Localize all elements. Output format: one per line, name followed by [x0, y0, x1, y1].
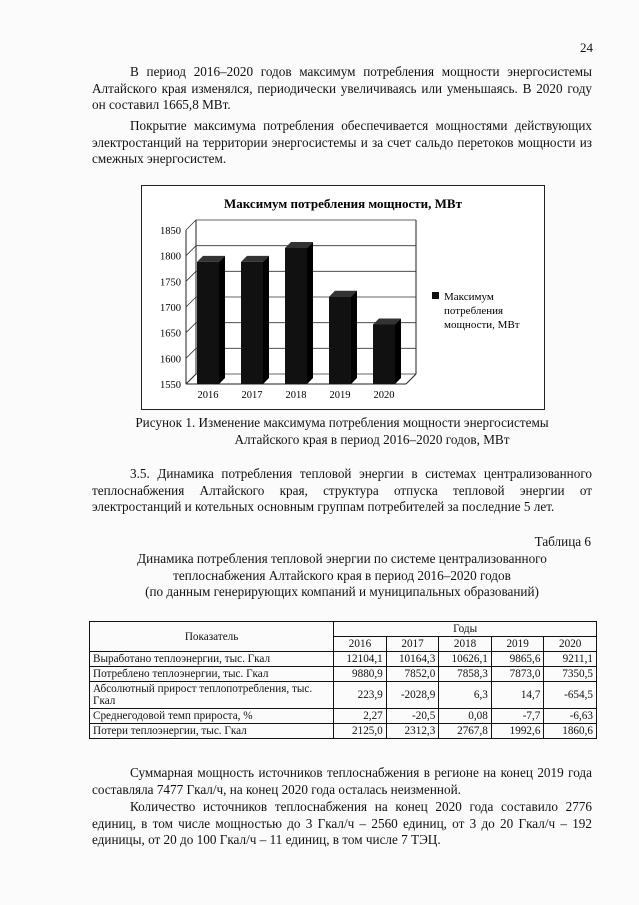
- y-tick-label: 1550: [160, 380, 181, 391]
- legend-swatch: [432, 292, 439, 299]
- cell-value: 1860,6: [544, 724, 597, 739]
- bar-2018: [285, 248, 307, 384]
- paragraph-section-3-5: 3.5. Динамика потребления тепловой энергии в системах централизованного теплоснабжения Алтайского края, структура отпуска тепловой энергии от электростанций и котельных основным группам потребителей за последние 5 лет.: [92, 466, 592, 514]
- header-years: Годы: [334, 622, 597, 637]
- row-label: Выработано теплоэнергии, тыс. Гкал: [90, 652, 334, 667]
- heat-consumption-table: [89, 621, 597, 739]
- table-row: [90, 652, 597, 667]
- cell-value: 7858,3: [439, 667, 492, 682]
- cell-value: 223,9: [334, 682, 387, 709]
- y-tick-label: 1850: [160, 226, 181, 237]
- bar-2016: [197, 262, 219, 384]
- cell-value: 10164,3: [386, 652, 439, 667]
- cell-value: 9880,9: [334, 667, 387, 682]
- year-header-2019: 2019: [491, 637, 544, 652]
- year-header-2018: 2018: [439, 637, 492, 652]
- cell-value: -7,7: [491, 709, 544, 724]
- page-number: 24: [580, 40, 593, 55]
- cell-value: 2767,8: [439, 724, 492, 739]
- legend-label: мощности, МВт: [444, 319, 520, 331]
- cell-value: 6,3: [439, 682, 492, 709]
- table-row: [90, 709, 597, 724]
- cell-value: 14,7: [491, 682, 544, 709]
- bar-side-2018: [307, 242, 313, 384]
- y-tick-label: 1800: [160, 251, 181, 263]
- figure-caption: [92, 414, 592, 448]
- cell-value: -2028,9: [386, 682, 439, 709]
- table-row: [90, 667, 597, 682]
- chart-canvas: [142, 186, 544, 409]
- cell-value: 0,08: [439, 709, 492, 724]
- figure-caption-line-1: Рисунок 1. Изменение максимума потребления мощности энергосистемы: [135, 415, 549, 430]
- row-label: Среднегодовой темп прироста, %: [90, 709, 334, 724]
- cell-value: 10626,1: [439, 652, 492, 667]
- cell-value: 7852,0: [386, 667, 439, 682]
- legend-label: Максимум: [444, 291, 494, 303]
- bar-side-2019: [351, 291, 357, 384]
- header-indicator: Показатель: [90, 622, 334, 652]
- cell-value: -6,63: [544, 709, 597, 724]
- chart-title: Максимум потребления мощности, МВт: [224, 196, 462, 211]
- x-tick-label: 2017: [241, 390, 263, 401]
- cell-value: 7873,0: [491, 667, 544, 682]
- table-title-line-3: (по данным генерирующих компаний и муниципальных образований): [145, 584, 539, 599]
- paragraph-total-capacity: Суммарная мощность источников теплоснабжения в регионе на конец 2019 года составляла 7477 Гкал/ч, на конец 2020 года осталась неизменной.: [92, 765, 592, 797]
- table-title: [92, 551, 592, 601]
- cell-value: 2312,3: [386, 724, 439, 739]
- row-label: Потери теплоэнергии, тыс. Гкал: [90, 724, 334, 739]
- table-label: Таблица 6: [534, 534, 591, 549]
- cell-value: 2125,0: [334, 724, 387, 739]
- bar-2017: [241, 262, 263, 384]
- bar-side-2020: [395, 318, 401, 384]
- bar-side-2016: [219, 256, 225, 384]
- x-tick-label: 2019: [329, 390, 351, 401]
- table-title-line-2: теплоснабжения Алтайского края в период 2016–2020 годов: [173, 567, 511, 583]
- power-max-chart: [141, 185, 545, 410]
- cell-value: 9865,6: [491, 652, 544, 667]
- cell-value: 12104,1: [334, 652, 387, 667]
- table-row: [90, 682, 597, 709]
- row-label: Абсолютный прирост теплопотребления, тыс. Гкал: [90, 682, 334, 709]
- cell-value: 7350,5: [544, 667, 597, 682]
- y-tick-label: 1600: [160, 354, 181, 366]
- y-tick-label: 1750: [160, 277, 181, 289]
- cell-value: 9211,1: [544, 652, 597, 667]
- cell-value: 1992,6: [491, 724, 544, 739]
- bar-side-2017: [263, 256, 269, 384]
- y-tick-label: 1650: [160, 328, 181, 340]
- cell-value: -654,5: [544, 682, 597, 709]
- figure-caption-line-2: Алтайского края в период 2016–2020 годов, МВт: [234, 432, 510, 447]
- table-title-line-1: Динамика потребления тепловой энергии по системе централизованного: [137, 551, 547, 566]
- table-body: [90, 652, 597, 739]
- paragraph-coverage: Покрытие максимума потребления обеспечивается мощностями действующих электростанций на территории энергосистемы и за счет сальдо перетоков мощности из смежных энергосистем.: [92, 118, 592, 166]
- cell-value: -20,5: [386, 709, 439, 724]
- paragraph-max-consumption: В период 2016–2020 годов максимум потребления мощности энергосистемы Алтайского края изменялся, периодически увеличиваясь или уменьшаясь. В 2020 году он составил 1665,8 МВт.: [92, 64, 592, 112]
- bar-2019: [329, 297, 351, 384]
- x-tick-label: 2016: [197, 390, 219, 401]
- year-header-2017: 2017: [386, 637, 439, 652]
- cell-value: 2,27: [334, 709, 387, 724]
- table-row: [90, 724, 597, 739]
- year-header-2016: 2016: [334, 637, 387, 652]
- legend-label: потребления: [444, 305, 504, 317]
- year-header-2020: 2020: [544, 637, 597, 652]
- row-label: Потреблено теплоэнергии, тыс. Гкал: [90, 667, 334, 682]
- y-tick-label: 1700: [160, 303, 181, 314]
- x-tick-label: 2018: [285, 390, 307, 401]
- bar-2020: [373, 324, 395, 384]
- x-tick-label: 2020: [373, 390, 395, 401]
- paragraph-source-count: Количество источников теплоснабжения на конец 2020 года составило 2776 единиц, в том числе мощностью до 3 Гкал/ч – 2560 единиц, от 3 до 20 Гкал/ч – 192 единицы, от 20 до 100 Гкал/ч – 11 единиц, в том числе 7 ТЭЦ.: [92, 799, 592, 847]
